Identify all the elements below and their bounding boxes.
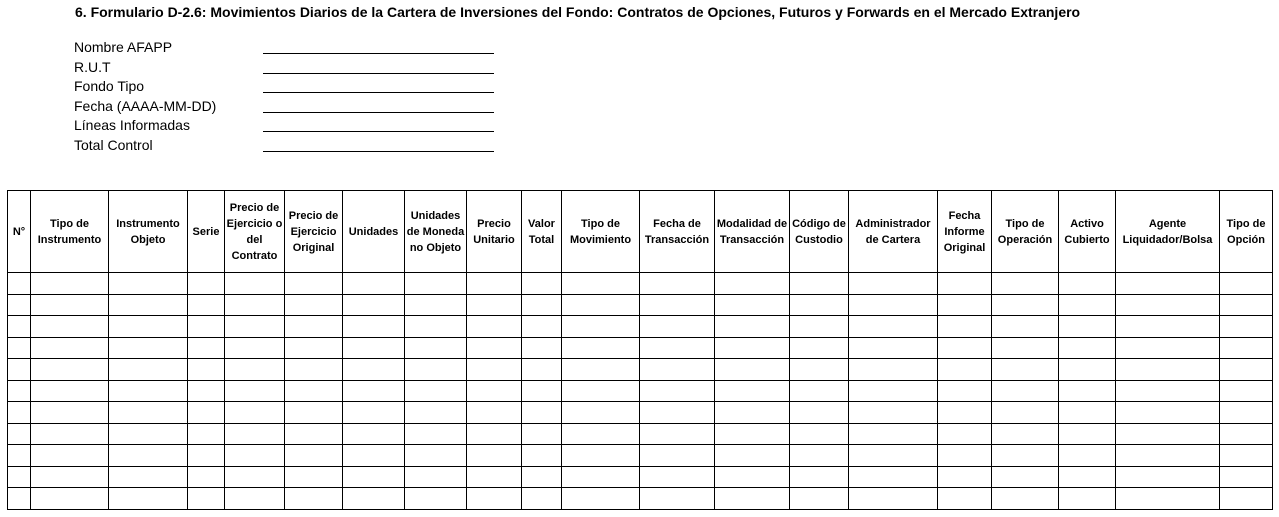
table-cell[interactable] — [109, 294, 188, 316]
table-cell[interactable] — [640, 359, 715, 381]
table-cell[interactable] — [522, 337, 562, 359]
table-cell[interactable] — [938, 402, 992, 424]
form-title: 6. Formulario D-2.6: Movimientos Diarios de la Cartera de Inversiones del Fondo: Contratos de Opciones, Futuros y Forwards en el Mercado Extranjero — [75, 4, 1081, 20]
table-cell[interactable] — [31, 273, 109, 295]
table-cell[interactable] — [109, 359, 188, 381]
table-cell[interactable] — [8, 273, 31, 295]
table-cell[interactable] — [715, 445, 790, 467]
table-cell[interactable] — [1220, 445, 1273, 467]
table-cell[interactable] — [790, 488, 849, 510]
field-total-control — [74, 136, 504, 156]
table-cell[interactable] — [1220, 466, 1273, 488]
table-cell[interactable] — [467, 337, 522, 359]
table-cell[interactable] — [522, 466, 562, 488]
table-cell[interactable] — [715, 402, 790, 424]
table-cell[interactable] — [467, 380, 522, 402]
table-cell[interactable] — [1116, 294, 1220, 316]
column-header: Código de Custodio — [790, 191, 849, 273]
table-cell[interactable] — [1059, 423, 1116, 445]
table-cell[interactable] — [1059, 273, 1116, 295]
table-cell[interactable] — [188, 380, 225, 402]
table-cell[interactable] — [467, 359, 522, 381]
table-row — [8, 466, 1273, 488]
table-cell[interactable] — [225, 423, 285, 445]
table-cell[interactable] — [405, 445, 467, 467]
field-rut — [74, 58, 504, 78]
table-cell[interactable] — [467, 466, 522, 488]
table-cell[interactable] — [285, 273, 343, 295]
column-header: Unidades — [343, 191, 405, 273]
table-cell[interactable] — [1059, 294, 1116, 316]
field-input-line[interactable] — [263, 92, 494, 93]
table-cell[interactable] — [640, 445, 715, 467]
table-cell[interactable] — [640, 488, 715, 510]
table-cell[interactable] — [8, 488, 31, 510]
table-cell[interactable] — [1220, 380, 1273, 402]
table-cell[interactable] — [285, 294, 343, 316]
table-cell[interactable] — [225, 359, 285, 381]
table-cell[interactable] — [8, 359, 31, 381]
table-cell[interactable] — [31, 380, 109, 402]
column-header: N° — [8, 191, 31, 273]
table-cell[interactable] — [1059, 445, 1116, 467]
table-cell[interactable] — [849, 445, 938, 467]
table-cell[interactable] — [8, 294, 31, 316]
table-cell[interactable] — [1059, 316, 1116, 338]
table-cell[interactable] — [562, 402, 640, 424]
column-header: Precio Unitario — [467, 191, 522, 273]
table-cell[interactable] — [938, 359, 992, 381]
column-header: Tipo de Instrumento — [31, 191, 109, 273]
table-cell[interactable] — [1059, 380, 1116, 402]
table-cell[interactable] — [715, 273, 790, 295]
table-cell[interactable] — [188, 445, 225, 467]
table-cell[interactable] — [562, 466, 640, 488]
field-lineas-informadas — [74, 116, 504, 136]
table-cell[interactable] — [405, 380, 467, 402]
field-input-line[interactable] — [263, 131, 494, 132]
table-cell[interactable] — [225, 273, 285, 295]
table-row — [8, 294, 1273, 316]
table-cell[interactable] — [1116, 273, 1220, 295]
table-cell[interactable] — [343, 337, 405, 359]
table-cell[interactable] — [405, 273, 467, 295]
table-cell[interactable] — [343, 294, 405, 316]
table-cell[interactable] — [188, 488, 225, 510]
table-cell[interactable] — [1116, 488, 1220, 510]
table-cell[interactable] — [225, 445, 285, 467]
table-cell[interactable] — [1220, 402, 1273, 424]
table-cell[interactable] — [467, 402, 522, 424]
table-cell[interactable] — [225, 466, 285, 488]
table-cell[interactable] — [562, 337, 640, 359]
table-cell[interactable] — [1220, 423, 1273, 445]
table-cell[interactable] — [8, 380, 31, 402]
table-cell[interactable] — [405, 466, 467, 488]
table-cell[interactable] — [1220, 273, 1273, 295]
table-cell[interactable] — [8, 466, 31, 488]
table-cell[interactable] — [640, 402, 715, 424]
table-row — [8, 445, 1273, 467]
table-cell[interactable] — [938, 337, 992, 359]
table-cell[interactable] — [992, 488, 1059, 510]
table-cell[interactable] — [1116, 402, 1220, 424]
table-cell[interactable] — [8, 402, 31, 424]
table-cell[interactable] — [188, 466, 225, 488]
field-label: Fondo Tipo — [74, 78, 145, 95]
table-cell[interactable] — [1116, 466, 1220, 488]
field-input-line[interactable] — [263, 53, 494, 54]
table-cell[interactable] — [849, 466, 938, 488]
table-cell[interactable] — [562, 445, 640, 467]
table-cell[interactable] — [522, 294, 562, 316]
table-cell[interactable] — [522, 316, 562, 338]
table-cell[interactable] — [8, 423, 31, 445]
column-header: Administrador de Cartera — [849, 191, 938, 273]
table-cell[interactable] — [285, 445, 343, 467]
table-cell[interactable] — [992, 380, 1059, 402]
table-cell[interactable] — [522, 359, 562, 381]
table-cell[interactable] — [849, 273, 938, 295]
table-cell[interactable] — [1059, 488, 1116, 510]
table-cell[interactable] — [522, 402, 562, 424]
column-header: Precio de Ejercicio o del Contrato — [225, 191, 285, 273]
field-fecha — [74, 97, 504, 117]
table-cell[interactable] — [343, 359, 405, 381]
column-header: Activo Cubierto — [1059, 191, 1116, 273]
table-cell[interactable] — [31, 337, 109, 359]
table-cell[interactable] — [992, 359, 1059, 381]
table-cell[interactable] — [522, 423, 562, 445]
field-label: Nombre AFAPP — [74, 39, 173, 55]
table-cell[interactable] — [562, 316, 640, 338]
header-fields — [74, 38, 504, 156]
table-cell[interactable] — [992, 337, 1059, 359]
table-cell[interactable] — [715, 488, 790, 510]
movements-table — [7, 190, 1273, 510]
table-cell[interactable] — [715, 337, 790, 359]
table-cell[interactable] — [285, 423, 343, 445]
table-cell[interactable] — [31, 402, 109, 424]
table-cell[interactable] — [405, 316, 467, 338]
table-cell[interactable] — [938, 466, 992, 488]
table-cell[interactable] — [938, 294, 992, 316]
table-cell[interactable] — [31, 445, 109, 467]
table-cell[interactable] — [109, 316, 188, 338]
column-header: Tipo de Operación — [992, 191, 1059, 273]
table-cell[interactable] — [640, 294, 715, 316]
table-cell[interactable] — [992, 294, 1059, 316]
table-cell[interactable] — [109, 402, 188, 424]
table-cell[interactable] — [1220, 316, 1273, 338]
table-row — [8, 402, 1273, 424]
table-row — [8, 273, 1273, 295]
table-cell[interactable] — [790, 423, 849, 445]
table-cell[interactable] — [790, 402, 849, 424]
field-input-line[interactable] — [263, 112, 494, 113]
table-cell[interactable] — [522, 488, 562, 510]
table-cell[interactable] — [31, 423, 109, 445]
table-cell[interactable] — [522, 273, 562, 295]
table-cell[interactable] — [225, 337, 285, 359]
table-cell[interactable] — [790, 316, 849, 338]
table-cell[interactable] — [31, 488, 109, 510]
table-cell[interactable] — [285, 488, 343, 510]
table-cell[interactable] — [188, 273, 225, 295]
table-cell[interactable] — [522, 380, 562, 402]
table-cell[interactable] — [285, 316, 343, 338]
field-label: Fecha (AAAA-MM-DD) — [74, 97, 217, 114]
table-cell[interactable] — [715, 316, 790, 338]
table-cell[interactable] — [562, 423, 640, 445]
table-cell[interactable] — [640, 423, 715, 445]
table-cell[interactable] — [188, 316, 225, 338]
table-cell[interactable] — [992, 316, 1059, 338]
table-cell[interactable] — [285, 380, 343, 402]
field-input-line[interactable] — [263, 151, 494, 152]
table-cell[interactable] — [188, 337, 225, 359]
table-cell[interactable] — [1059, 359, 1116, 381]
table-cell[interactable] — [343, 423, 405, 445]
table-cell[interactable] — [849, 294, 938, 316]
table-cell[interactable] — [109, 423, 188, 445]
table-cell[interactable] — [188, 359, 225, 381]
table-cell[interactable] — [1059, 337, 1116, 359]
table-cell[interactable] — [640, 380, 715, 402]
field-input-line[interactable] — [263, 73, 494, 74]
table-cell[interactable] — [343, 273, 405, 295]
table-row — [8, 423, 1273, 445]
table-row — [8, 380, 1273, 402]
table-cell[interactable] — [715, 423, 790, 445]
table-row — [8, 316, 1273, 338]
table-cell[interactable] — [1116, 423, 1220, 445]
table-cell[interactable] — [405, 488, 467, 510]
table-cell[interactable] — [938, 423, 992, 445]
table-cell[interactable] — [285, 359, 343, 381]
table-cell[interactable] — [1220, 337, 1273, 359]
table-cell[interactable] — [849, 402, 938, 424]
table-cell[interactable] — [405, 423, 467, 445]
table-cell[interactable] — [8, 445, 31, 467]
table-cell[interactable] — [31, 359, 109, 381]
table-cell[interactable] — [109, 380, 188, 402]
field-label: Total Control — [74, 136, 153, 153]
table-cell[interactable] — [188, 402, 225, 424]
table-cell[interactable] — [467, 273, 522, 295]
table-cell[interactable] — [790, 273, 849, 295]
table-cell[interactable] — [225, 294, 285, 316]
table-cell[interactable] — [225, 488, 285, 510]
column-header: Fecha de Transacción — [640, 191, 715, 273]
table-cell[interactable] — [405, 402, 467, 424]
column-header: Unidades de Moneda no Objeto — [405, 191, 467, 273]
table-cell[interactable] — [715, 359, 790, 381]
table-cell[interactable] — [225, 316, 285, 338]
table-cell[interactable] — [343, 380, 405, 402]
table-cell[interactable] — [849, 488, 938, 510]
table-cell[interactable] — [467, 445, 522, 467]
table-cell[interactable] — [790, 466, 849, 488]
field-nombre-afapp — [74, 38, 504, 58]
table-cell[interactable] — [562, 273, 640, 295]
table-cell[interactable] — [1059, 402, 1116, 424]
table-cell[interactable] — [1116, 380, 1220, 402]
table-cell[interactable] — [467, 488, 522, 510]
table-cell[interactable] — [405, 359, 467, 381]
table-cell[interactable] — [790, 359, 849, 381]
table-cell[interactable] — [938, 273, 992, 295]
table-cell[interactable] — [849, 337, 938, 359]
table-cell[interactable] — [343, 466, 405, 488]
table-cell[interactable] — [343, 445, 405, 467]
field-label: R.U.T — [74, 58, 111, 75]
table-cell[interactable] — [1116, 337, 1220, 359]
field-label: Líneas Informadas — [74, 117, 190, 134]
table-cell[interactable] — [285, 466, 343, 488]
table-cell[interactable] — [992, 402, 1059, 424]
table-cell[interactable] — [640, 273, 715, 295]
table-cell[interactable] — [790, 337, 849, 359]
table-cell[interactable] — [1220, 488, 1273, 510]
table-cell[interactable] — [1220, 359, 1273, 381]
table-cell[interactable] — [640, 337, 715, 359]
table-cell[interactable] — [992, 273, 1059, 295]
table-cell[interactable] — [109, 466, 188, 488]
table-cell[interactable] — [188, 294, 225, 316]
table-cell[interactable] — [715, 466, 790, 488]
table-cell[interactable] — [8, 337, 31, 359]
table-row — [8, 488, 1273, 510]
table-cell[interactable] — [31, 294, 109, 316]
column-header: Agente Liquidador/Bolsa — [1116, 191, 1220, 273]
table-cell[interactable] — [992, 445, 1059, 467]
table-cell[interactable] — [109, 488, 188, 510]
table-cell[interactable] — [109, 337, 188, 359]
column-header: Fecha Informe Original — [938, 191, 992, 273]
table-cell[interactable] — [1059, 466, 1116, 488]
table-cell[interactable] — [225, 402, 285, 424]
column-header: Tipo de Movimiento — [562, 191, 640, 273]
table-cell[interactable] — [715, 294, 790, 316]
table-cell[interactable] — [1116, 316, 1220, 338]
table-cell[interactable] — [31, 466, 109, 488]
table-cell[interactable] — [109, 273, 188, 295]
table-cell[interactable] — [343, 316, 405, 338]
table-cell[interactable] — [285, 402, 343, 424]
table-cell[interactable] — [343, 488, 405, 510]
table-cell[interactable] — [849, 423, 938, 445]
table-cell[interactable] — [109, 445, 188, 467]
table-cell[interactable] — [849, 359, 938, 381]
table-cell[interactable] — [715, 380, 790, 402]
table-cell[interactable] — [467, 294, 522, 316]
table-cell[interactable] — [938, 316, 992, 338]
table-body — [8, 273, 1273, 510]
field-fondo-tipo — [74, 77, 504, 97]
table-cell[interactable] — [562, 294, 640, 316]
column-header: Precio de Ejercicio Original — [285, 191, 343, 273]
table-cell[interactable] — [467, 316, 522, 338]
column-header: Tipo de Opción — [1220, 191, 1273, 273]
table-cell[interactable] — [188, 423, 225, 445]
table-header-row — [8, 191, 1273, 273]
table-cell[interactable] — [467, 423, 522, 445]
table-cell[interactable] — [938, 445, 992, 467]
table-cell[interactable] — [1116, 445, 1220, 467]
table-cell[interactable] — [562, 359, 640, 381]
table-cell[interactable] — [640, 466, 715, 488]
column-header: Serie — [188, 191, 225, 273]
table-cell[interactable] — [992, 466, 1059, 488]
table-cell[interactable] — [562, 380, 640, 402]
table-cell[interactable] — [938, 380, 992, 402]
table-cell[interactable] — [343, 402, 405, 424]
table-cell[interactable] — [8, 316, 31, 338]
table-cell[interactable] — [405, 294, 467, 316]
table-cell[interactable] — [285, 337, 343, 359]
table-cell[interactable] — [31, 316, 109, 338]
table-cell[interactable] — [405, 337, 467, 359]
table-cell[interactable] — [938, 488, 992, 510]
column-header: Instrumento Objeto — [109, 191, 188, 273]
table-cell[interactable] — [522, 445, 562, 467]
column-header: Modalidad de Transacción — [715, 191, 790, 273]
table-cell[interactable] — [992, 423, 1059, 445]
table-cell[interactable] — [790, 294, 849, 316]
table-cell[interactable] — [1116, 359, 1220, 381]
table-cell[interactable] — [849, 316, 938, 338]
column-header: Valor Total — [522, 191, 562, 273]
table-cell[interactable] — [1220, 294, 1273, 316]
table-cell[interactable] — [640, 316, 715, 338]
table-cell[interactable] — [790, 445, 849, 467]
table-row — [8, 337, 1273, 359]
table-cell[interactable] — [225, 380, 285, 402]
table-cell[interactable] — [562, 488, 640, 510]
table-cell[interactable] — [790, 380, 849, 402]
table-row — [8, 359, 1273, 381]
table-cell[interactable] — [849, 380, 938, 402]
